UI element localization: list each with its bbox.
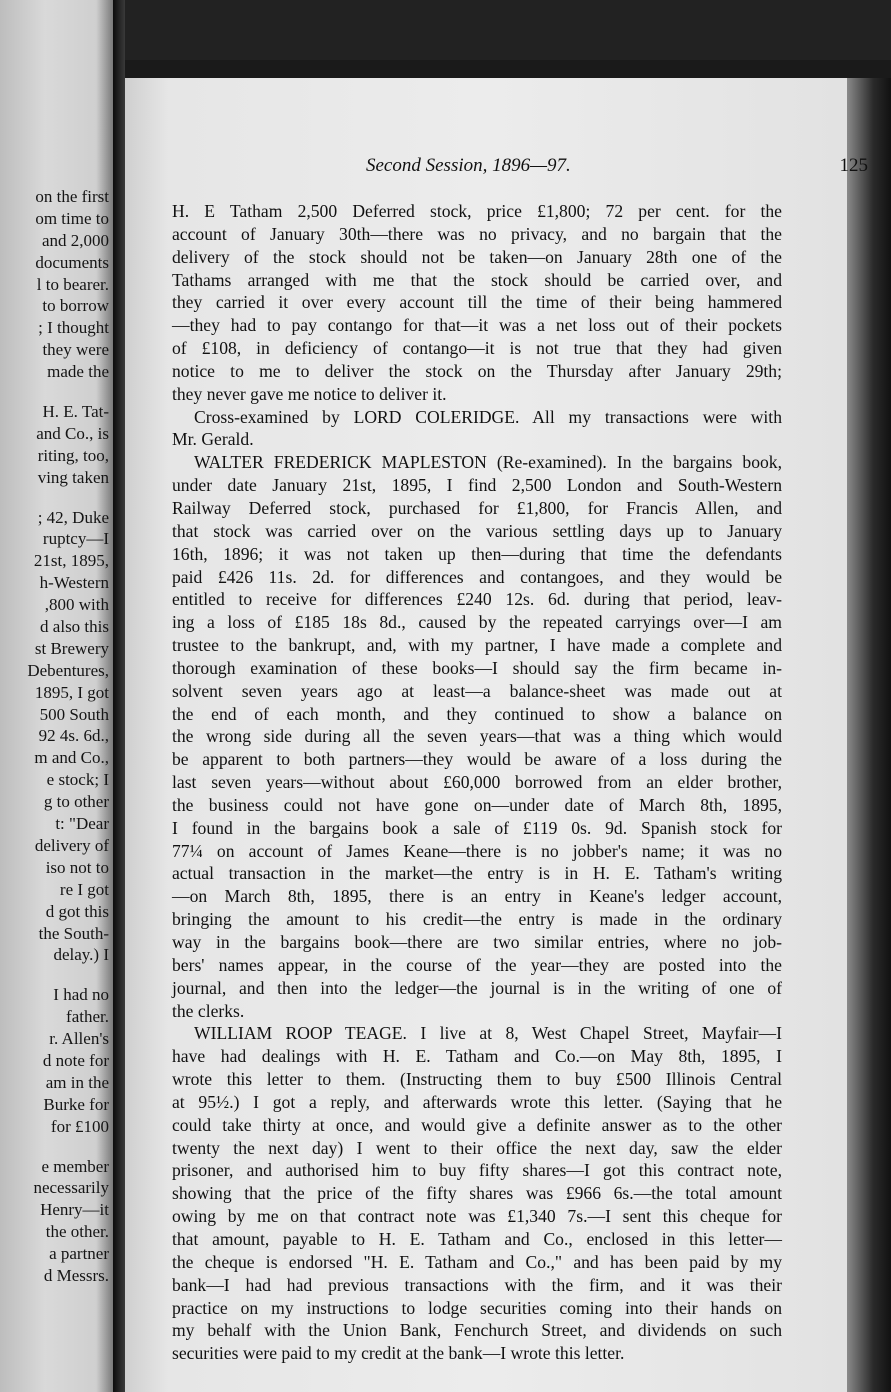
left-page-line: father. <box>66 1007 109 1027</box>
left-page-line: l to bearer. <box>36 274 109 294</box>
text-line: the cheque is endorsed "H. E. Tatham and Co.," and has been paid by my <box>172 1251 782 1272</box>
text-line: have had dealings with H. E. Tatham and Co.—on May 8th, 1895, I <box>172 1046 782 1067</box>
text-line: be apparent to both partners—they would be aware of a loss during the <box>172 749 782 770</box>
text-line: that amount, payable to H. E. Tatham and Co., enclosed in this letter— <box>172 1228 782 1249</box>
left-line-gap <box>27 1138 109 1156</box>
left-page-line: t: "Dear <box>55 814 109 834</box>
left-page-line: am in the <box>45 1072 109 1092</box>
left-page-line: ; 42, Duke <box>37 507 109 527</box>
left-page-line: ving taken <box>37 467 109 487</box>
left-page-line: g to other <box>43 792 109 812</box>
left-page-line: Burke for <box>43 1094 109 1114</box>
text-line: actual transaction in the market—the entry is in H. E. Tatham's writing <box>172 863 782 884</box>
left-page-line: 1895, I got <box>34 682 109 702</box>
left-page-line: a partner <box>49 1244 109 1264</box>
text-line: WALTER FREDERICK MAPLESTON (Re-examined). In the bargains book, <box>194 452 782 473</box>
text-line: the clerks. <box>172 1000 245 1021</box>
left-page-line: and Co., is <box>36 423 109 443</box>
text-line: that stock was carried over on the various settling days up to January <box>172 520 782 541</box>
text-line: trustee to the bankrupt, and, with my partner, I have made a complete and <box>172 635 782 656</box>
left-page-line: r. Allen's <box>49 1029 109 1049</box>
left-page-line: necessarily <box>33 1178 109 1198</box>
text-line: wrote this letter to them. (Instructing them to buy £500 Illinois Central <box>172 1069 782 1090</box>
text-line: of £108, in deficiency of contango—it is not true that they had given <box>172 338 782 359</box>
left-page-line: m and Co., <box>34 748 109 768</box>
left-page-text <box>27 186 109 1287</box>
text-line: my behalf with the Union Bank, Fenchurch Street, and dividends on such <box>172 1320 782 1341</box>
left-page-line: ; I thought <box>38 318 109 338</box>
text-line: thorough examination of these books—I should say the firm became in- <box>172 657 782 678</box>
text-line: twenty the next day) I went to their office the next day, saw the elder <box>172 1137 782 1158</box>
text-line: way in the bargains book—there are two similar entries, where no job- <box>172 932 782 952</box>
text-line: at 95½.) I got a reply, and afterwards wrote this letter. (Saying that he <box>172 1091 782 1112</box>
left-page-line: iso not to <box>45 857 109 877</box>
left-page-line: d also this <box>40 617 109 637</box>
text-line: WILLIAM ROOP TEAGE. I live at 8, West Chapel Street, Mayfair—I <box>194 1023 782 1044</box>
left-page-line: h-Western <box>39 573 109 593</box>
text-line: delivery of the stock should not be taken—on January 28th one of the <box>172 246 782 267</box>
left-line-gap <box>27 489 109 507</box>
left-page-line: for £100 <box>50 1116 109 1136</box>
left-page-line: om time to <box>35 208 109 228</box>
left-page-line: H. E. Tat- <box>42 402 109 422</box>
left-page-line: e member <box>41 1156 109 1176</box>
text-line: —on March 8th, 1895, there is an entry in Keane's ledger account, <box>172 886 782 907</box>
text-line: Tathams arranged with me that the stock should be carried over, and <box>172 269 782 290</box>
left-page-line: 500 South <box>39 704 109 724</box>
text-line: solvent seven years ago at least—a balance-sheet was made out at <box>172 680 782 701</box>
left-page-line: delay.) I <box>53 945 109 965</box>
page-edge-shadow <box>847 78 891 1392</box>
left-page-line: I had no <box>53 985 109 1005</box>
text-line: bank—I had had previous transactions with the firm, and it was their <box>172 1274 782 1295</box>
text-line: showing that the price of the fifty shares was £966 6s.—the total amount <box>172 1183 782 1204</box>
left-line-gap <box>27 966 109 984</box>
text-line: under date January 21st, 1895, I find 2,500 London and South-Western <box>172 475 782 496</box>
text-line: prisoner, and authorised him to buy fifty shares—I got this contract note, <box>172 1160 782 1181</box>
left-page-line: riting, too, <box>37 445 109 465</box>
text-line: Railway Deferred stock, purchased for £1,800, for Francis Allen, and <box>172 497 782 518</box>
left-page-line: and 2,000 <box>41 230 109 250</box>
text-line: the wrong side during all the seven years—that was a thing which would <box>172 726 782 747</box>
left-page-line: d note for <box>42 1050 109 1070</box>
text-line: I found in the bargains book a sale of £119 0s. 9d. Spanish stock for <box>172 817 782 838</box>
left-line-gap <box>27 383 109 401</box>
text-line: the end of each month, and they continued to show a balance on <box>172 703 782 724</box>
text-line: 16th, 1896; it was not taken up then—during that time the defendants <box>172 543 782 564</box>
text-line: entitled to receive for differences £240 12s. 6d. during that period, leav- <box>172 589 782 610</box>
text-line: notice to me to deliver the stock on the Thursday after January 29th; <box>172 360 782 381</box>
page-header <box>243 155 868 185</box>
text-line: the business could not have gone on—under date of March 8th, 1895, <box>172 794 782 815</box>
left-page-line: ,800 with <box>44 595 109 615</box>
text-line: ing a loss of £185 18s 8d., caused by the repeated carryings over—I am <box>172 612 782 633</box>
left-page-line: d Messrs. <box>43 1265 109 1285</box>
text-line: practice on my instructions to lodge securities coming into their hands on <box>172 1297 782 1318</box>
text-line: they carried it over every account till the time of their being hammered <box>172 292 782 313</box>
left-page-line: made the <box>47 362 109 382</box>
book-gutter <box>113 0 125 1392</box>
text-line: H. E Tatham 2,500 Deferred stock, price £1,800; 72 per cent. for the <box>172 201 782 221</box>
left-page-line: delivery of <box>34 835 109 855</box>
left-page-fragment <box>0 0 113 1392</box>
left-page-line: e stock; I <box>46 770 109 790</box>
left-page-line: 92 4s. 6d., <box>38 726 109 746</box>
left-page-line: d got this <box>45 901 109 921</box>
text-line: journal, and then into the ledger—the journal is in the writing of one of <box>172 977 782 998</box>
left-page-line: documents <box>35 252 109 272</box>
left-page-line: ruptcy—I <box>42 529 109 549</box>
left-page-line: st Brewery <box>34 638 109 658</box>
left-page-line: 21st, 1895, <box>33 551 109 571</box>
text-line: —they had to pay contango for that—it was a net loss out of their pockets <box>172 315 782 336</box>
left-page-line: the other. <box>45 1222 109 1242</box>
scan-background <box>0 0 891 60</box>
text-line: owing by me on that contract note was £1,340 7s.—I sent this cheque for <box>172 1206 782 1227</box>
left-page-line: to borrow <box>42 296 109 316</box>
text-line: paid £426 11s. 2d. for differences and contangoes, and they would be <box>172 566 782 587</box>
text-line: Mr. Gerald. <box>172 429 254 450</box>
text-line: last seven years—without about £60,000 borrowed from an elder brother, <box>172 772 782 793</box>
left-page-line: Debentures, <box>27 660 109 680</box>
left-page-line: the South- <box>38 923 109 943</box>
left-page-line: on the first <box>35 187 109 206</box>
text-line: bringing the amount to his credit—the entry is made in the ordinary <box>172 909 782 930</box>
left-page-line: re I got <box>59 879 109 899</box>
text-line: securities were paid to my credit at the bank—I wrote this letter. <box>172 1343 625 1364</box>
left-page-line: they were <box>42 340 109 360</box>
left-page-line: Henry—it <box>40 1200 109 1220</box>
text-line: bers' names appear, in the course of the year—they are posted into the <box>172 954 782 975</box>
text-line: Cross-examined by LORD COLERIDGE. All my transactions were with <box>194 406 782 427</box>
text-line: could take thirty at once, and would give a definite answer as to the other <box>172 1114 782 1135</box>
body-text <box>172 200 782 1365</box>
running-head: Second Session, 1896—97. <box>366 155 571 176</box>
text-line: 77¼ on account of James Keane—there is no jobber's name; it was no <box>172 840 782 861</box>
text-line: they never gave me notice to deliver it. <box>172 383 447 404</box>
page-number: 125 <box>839 155 868 176</box>
text-line: account of January 30th—there was no privacy, and no bargain that the <box>172 223 782 244</box>
